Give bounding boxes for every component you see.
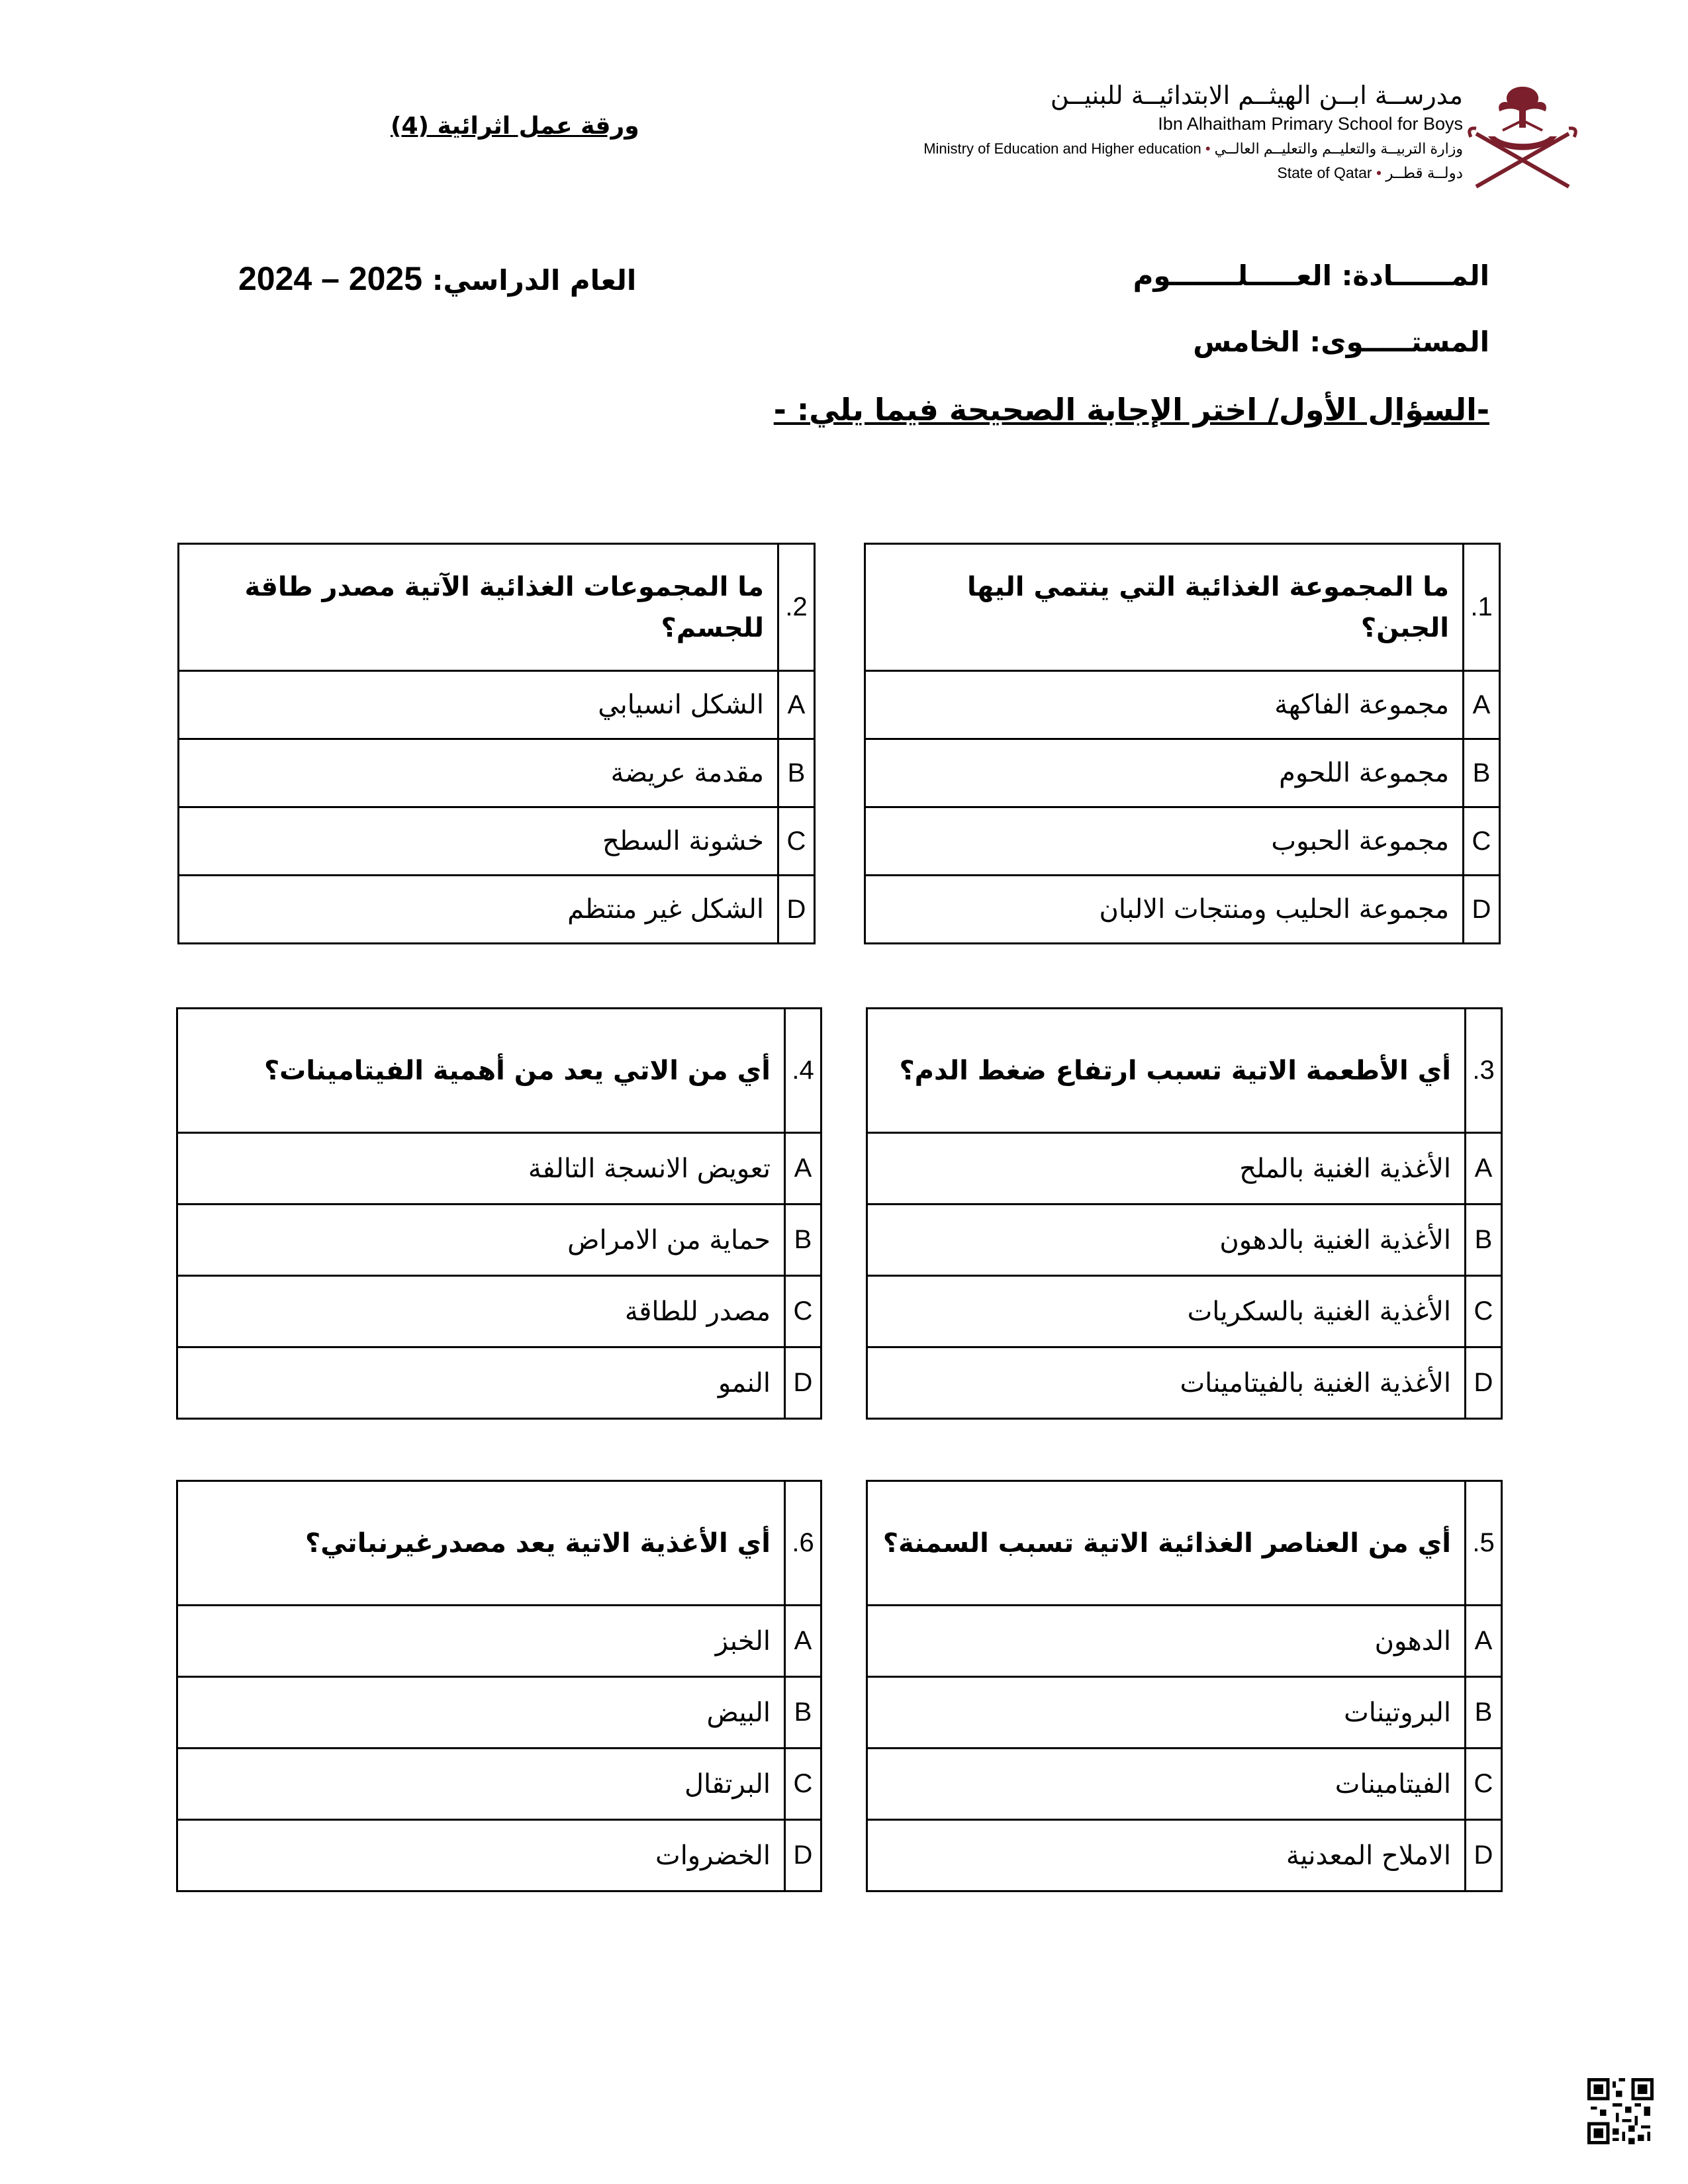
option-text: الأغذية الغنية بالملح: [867, 1133, 1466, 1205]
option-letter: A: [1466, 1606, 1502, 1677]
question-row: [179, 544, 815, 671]
option-letter: C: [1466, 1276, 1502, 1347]
ministry-logo: [1463, 74, 1582, 193]
level-label: المستـــــوى: الخامس: [1193, 326, 1489, 358]
academic-year-value: 2024 – 2025: [238, 260, 423, 297]
option-text: الخضروات: [177, 1820, 785, 1891]
option-row[interactable]: [865, 807, 1500, 876]
option-row[interactable]: [865, 671, 1500, 739]
state-line: State of Qatar • دولــة قطــر: [1277, 164, 1463, 181]
question-number: 4.: [785, 1009, 821, 1133]
question-text: ما المجموعات الغذائية الآتية مصدر طاقة للجسم؟: [179, 544, 778, 671]
option-text: الاملاح المعدنية: [867, 1820, 1466, 1891]
question-row: [867, 1009, 1502, 1133]
option-row[interactable]: [177, 1677, 821, 1749]
question-number: 6.: [785, 1481, 821, 1606]
state-arabic: دولــة قطــر: [1385, 164, 1463, 181]
subject-label: المــــــادة: العـــــلـــــــوم: [1133, 259, 1489, 292]
option-letter: D: [785, 1820, 821, 1891]
question-table: [866, 1007, 1503, 1420]
option-letter: C: [785, 1276, 821, 1347]
option-text: مصدر للطاقة: [177, 1276, 785, 1347]
question-number: 5.: [1466, 1481, 1502, 1606]
option-letter: A: [1464, 671, 1500, 739]
option-row[interactable]: [867, 1606, 1502, 1677]
option-row[interactable]: [179, 671, 815, 739]
option-text: مجموعة الحليب ومنتجات الالبان: [865, 876, 1464, 944]
option-row[interactable]: [179, 739, 815, 807]
option-text: تعويض الانسجة التالفة: [177, 1133, 785, 1205]
option-row[interactable]: [177, 1606, 821, 1677]
option-text: البرتقال: [177, 1749, 785, 1820]
option-text: الدهون: [867, 1606, 1466, 1677]
option-text: الشكل غير منتظم: [179, 876, 778, 944]
option-letter: C: [785, 1749, 821, 1820]
school-name-english: Ibn Alhaitham Primary School for Boys: [1158, 114, 1463, 134]
option-text: مجموعة الفاكهة: [865, 671, 1464, 739]
option-letter: B: [1464, 739, 1500, 807]
option-row[interactable]: [867, 1749, 1502, 1820]
section-title: -السؤال الأول/ اختر الإجابة الصحيحة فيما يلي: -: [773, 392, 1489, 428]
option-letter: B: [1466, 1677, 1502, 1749]
option-text: الأغذية الغنية بالسكريات: [867, 1276, 1466, 1347]
option-text: الأغذية الغنية بالفيتامينات: [867, 1347, 1466, 1419]
option-text: النمو: [177, 1347, 785, 1419]
qr-code-icon: [1587, 2078, 1654, 2144]
state-english: State of Qatar: [1277, 164, 1372, 181]
option-text: الشكل انسيابي: [179, 671, 778, 739]
option-row[interactable]: [177, 1205, 821, 1276]
question-row: [867, 1481, 1502, 1606]
option-row[interactable]: [177, 1749, 821, 1820]
question-number: 1.: [1464, 544, 1500, 671]
ministry-english: Ministry of Education and Higher education: [923, 140, 1201, 157]
question-text: أي من الاتي يعد من أهمية الفيتامينات؟: [177, 1009, 785, 1133]
option-row[interactable]: [867, 1347, 1502, 1419]
option-text: مجموعة الحبوب: [865, 807, 1464, 876]
question-table: [176, 1480, 822, 1892]
academic-year-label: العام الدراسي:: [432, 264, 637, 296]
option-text: البروتينات: [867, 1677, 1466, 1749]
academic-year: [238, 259, 636, 298]
school-name-arabic: مدرســة ابــن الهيثــم الابتدائيــة للبنيــن: [1050, 81, 1463, 110]
option-row[interactable]: [867, 1677, 1502, 1749]
option-row[interactable]: [867, 1276, 1502, 1347]
option-letter: B: [785, 1677, 821, 1749]
option-letter: D: [1466, 1347, 1502, 1419]
worksheet-title: ورقة عمل اثرائية (4): [391, 113, 639, 140]
option-letter: B: [1466, 1205, 1502, 1276]
option-text: خشونة السطح: [179, 807, 778, 876]
option-letter: A: [785, 1133, 821, 1205]
option-row[interactable]: [179, 807, 815, 876]
ministry-line: Ministry of Education and Higher education • وزارة التربيــة والتعليــم والتعليــم العالــي: [923, 140, 1463, 157]
option-row[interactable]: [865, 739, 1500, 807]
question-table: [177, 543, 816, 944]
option-letter: A: [778, 671, 815, 739]
question-row: [865, 544, 1500, 671]
question-text: أي الأغذية الاتية يعد مصدرغيرنباتي؟: [177, 1481, 785, 1606]
option-row[interactable]: [177, 1347, 821, 1419]
question-table: [866, 1480, 1503, 1892]
option-letter: A: [1466, 1133, 1502, 1205]
option-letter: C: [1464, 807, 1500, 876]
question-table: [176, 1007, 822, 1420]
option-row[interactable]: [865, 876, 1500, 944]
option-row[interactable]: [867, 1133, 1502, 1205]
question-text: أي من العناصر الغذائية الاتية تسبب السمنة؟: [867, 1481, 1466, 1606]
question-row: [177, 1481, 821, 1606]
option-text: حماية من الامراض: [177, 1205, 785, 1276]
option-letter: B: [785, 1205, 821, 1276]
option-letter: A: [785, 1606, 821, 1677]
option-text: الخبز: [177, 1606, 785, 1677]
question-table: [864, 543, 1501, 944]
option-letter: D: [785, 1347, 821, 1419]
option-letter: B: [778, 739, 815, 807]
option-letter: D: [1464, 876, 1500, 944]
option-row[interactable]: [177, 1276, 821, 1347]
option-text: البيض: [177, 1677, 785, 1749]
option-row[interactable]: [867, 1820, 1502, 1891]
option-letter: C: [778, 807, 815, 876]
option-letter: D: [778, 876, 815, 944]
option-text: الأغذية الغنية بالدهون: [867, 1205, 1466, 1276]
option-letter: D: [1466, 1820, 1502, 1891]
option-row[interactable]: [179, 876, 815, 944]
question-text: ما المجموعة الغذائية التي ينتمي اليها الجبن؟: [865, 544, 1464, 671]
ministry-arabic: وزارة التربيــة والتعليــم والتعليــم العالــي: [1214, 140, 1463, 157]
question-number: 3.: [1466, 1009, 1502, 1133]
question-number: 2.: [778, 544, 815, 671]
option-text: الفيتامينات: [867, 1749, 1466, 1820]
option-text: مجموعة اللحوم: [865, 739, 1464, 807]
question-row: [177, 1009, 821, 1133]
option-letter: C: [1466, 1749, 1502, 1820]
option-row[interactable]: [867, 1205, 1502, 1276]
question-text: أي الأطعمة الاتية تسبب ارتفاع ضغط الدم؟: [867, 1009, 1466, 1133]
option-row[interactable]: [177, 1820, 821, 1891]
option-row[interactable]: [177, 1133, 821, 1205]
option-text: مقدمة عريضة: [179, 739, 778, 807]
